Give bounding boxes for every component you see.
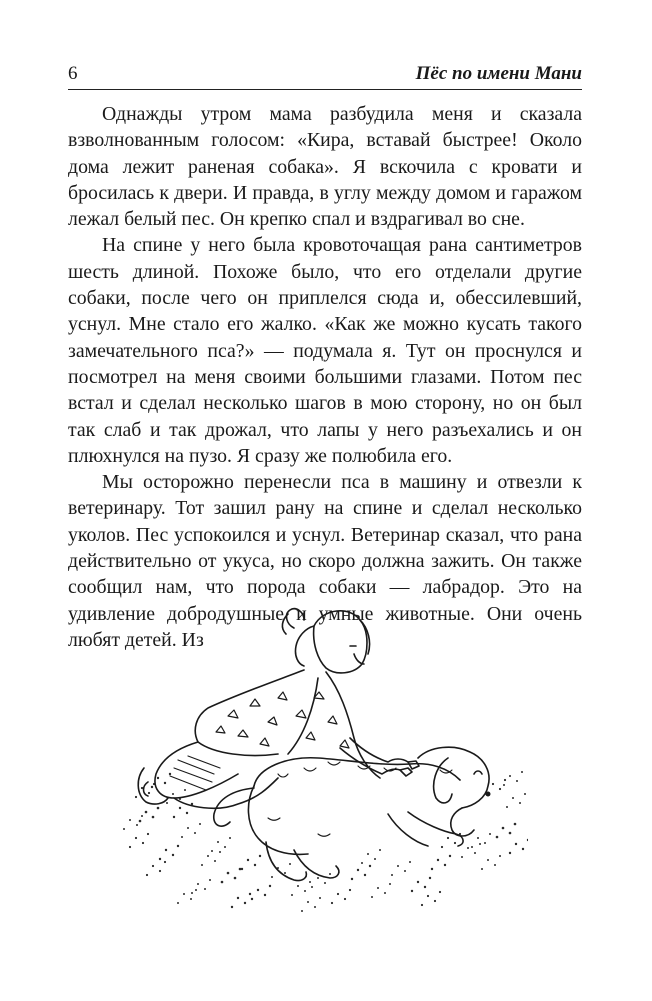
leg-stripes: [170, 756, 220, 790]
page-number: 6: [68, 63, 78, 84]
girl-figure: [138, 609, 419, 809]
girl-petting-dog-icon: [118, 598, 528, 918]
dog-fur: [268, 762, 452, 836]
body-text: [68, 101, 582, 653]
running-title: Пёс по имени Мани: [415, 63, 582, 84]
paragraph: На спине у него была кровоточащая рана сантиметров шесть длиной. Похоже было, что его отделали другие собаки, после чего он приплелся сюда и, обессилевший, уснул. Мне стало его жалко. «Как же можно кусать такого замечательного пса?» — подумала я. Тут он проснулся и посмотрел на меня своими большими глазами. Потом пес встал и сделал несколько шагов в мою сторону, но он был так слаб и так дрожал, что лапы у него разъехались и он плюхнулся на пузо. Я сразу же полюбила его.: [68, 234, 582, 467]
dog-figure: [214, 747, 491, 880]
ground-texture: [123, 771, 528, 912]
paragraph: Мы осторожно перенесли пса в машину и отвезли к ветеринару. Тот зашил рану на спине и сделал несколько уколов. Пес успокоился и уснул. Ветеринар сказал, что рана действительно от укуса, но скоро должна зажить. Он также сообщил нам, что порода собаки — лабрадор. Это на удивление добродушные и умные животные. Они очень любят детей. Из: [68, 471, 582, 651]
paragraph: Однажды утром мама разбудила меня и сказала взволнованным голосом: «Кира, вставай быстрее! Около дома лежит раненая собака». Я вскочила с кровати и бросилась к двери. И правда, в углу между домом и гаражом лежал белый пес. Он крепко спал и вздрагивал во сне.: [68, 103, 582, 231]
shirt-pattern: [216, 692, 349, 748]
running-header: [68, 62, 582, 90]
header-rule: [68, 89, 582, 90]
